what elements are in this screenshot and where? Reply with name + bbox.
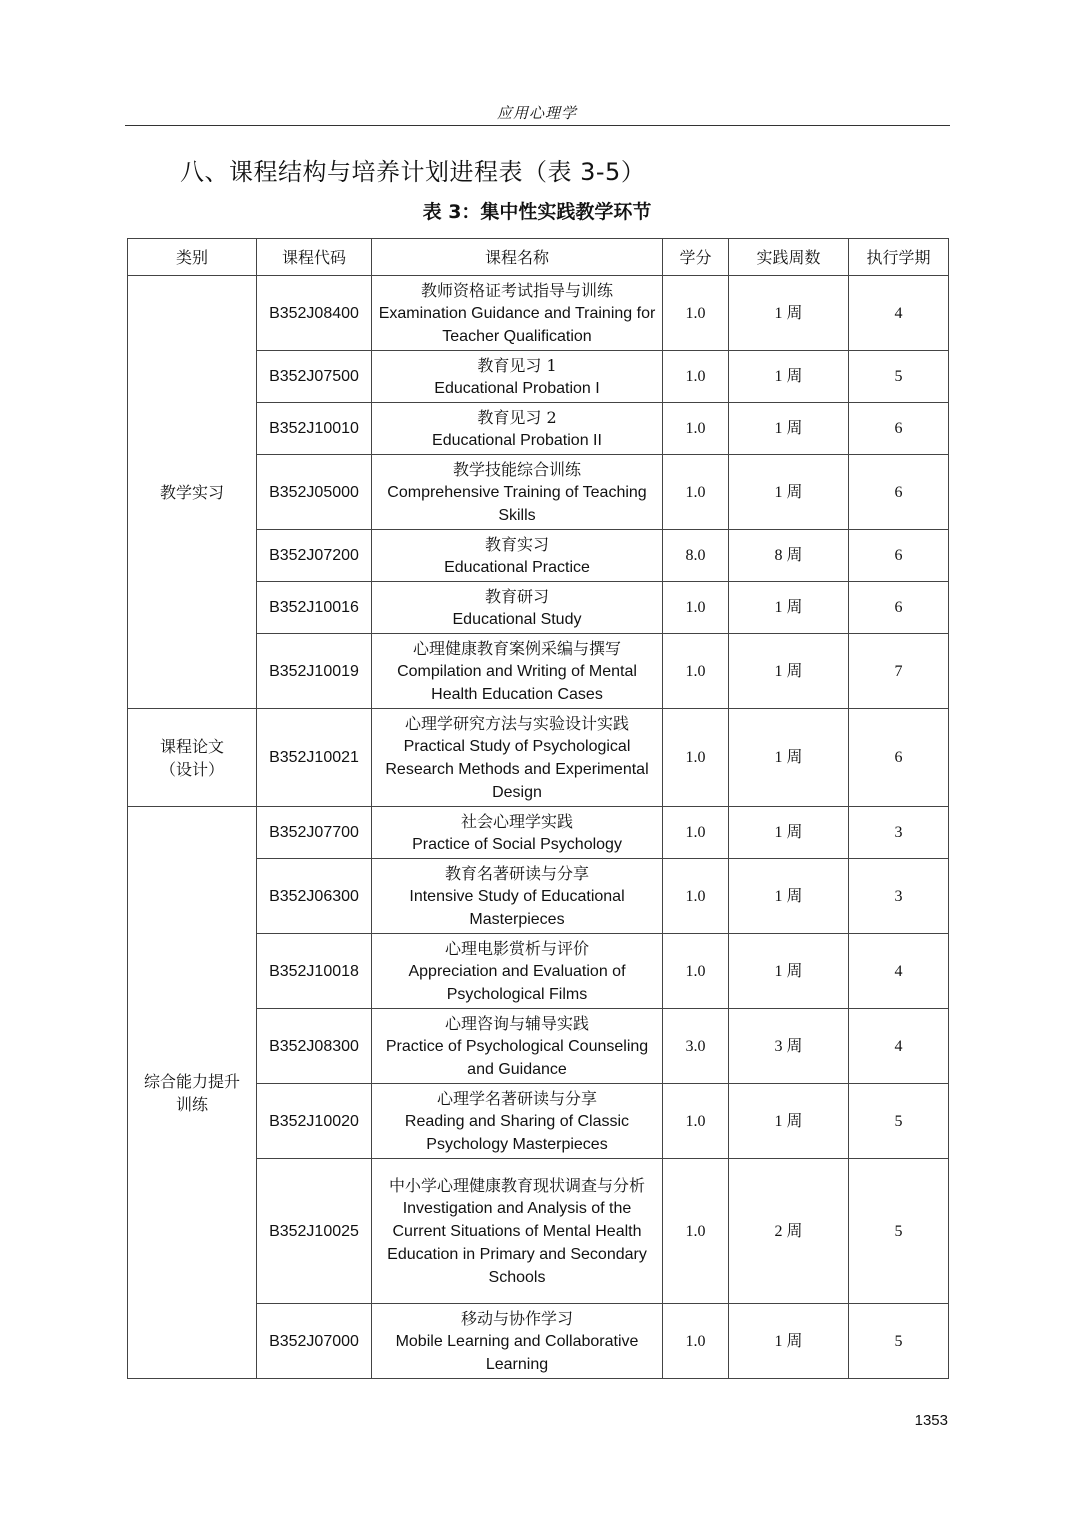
course-name-cell — [372, 1009, 663, 1084]
semester-cell: 6 — [849, 582, 949, 634]
category-cell — [128, 276, 257, 709]
course-name-cell — [372, 1084, 663, 1159]
course-code-cell: B352J10025 — [257, 1159, 372, 1304]
course-name-cell — [372, 455, 663, 530]
credits-cell: 1.0 — [663, 1304, 729, 1379]
semester-cell: 3 — [849, 859, 949, 934]
category-label-line2: （设计） — [159, 759, 224, 779]
course-name-english: Practice of Social Psychology — [412, 835, 622, 853]
course-name-english: Examination Guidance and Training for Teacher Qualification — [378, 304, 656, 345]
credits-cell: 1.0 — [663, 455, 729, 530]
course-name-english: Practice of Psychological Counseling and Guidance — [385, 1037, 649, 1078]
table-body — [128, 276, 949, 1379]
category-cell — [128, 709, 257, 807]
header-practice-weeks: 实践周数 — [729, 239, 849, 276]
semester-cell: 5 — [849, 1159, 949, 1304]
credits-cell: 1.0 — [663, 1084, 729, 1159]
course-name-english: Educational Practice — [444, 558, 590, 576]
course-name-cell — [372, 276, 663, 351]
course-code-cell: B352J08400 — [257, 276, 372, 351]
course-name-cell — [372, 1304, 663, 1379]
course-code-cell: B352J07700 — [257, 807, 372, 859]
table-row — [128, 709, 949, 807]
semester-cell: 6 — [849, 455, 949, 530]
course-name-chinese: 教育名著研读与分享 — [444, 863, 589, 883]
practice-weeks-cell: 1 周 — [729, 1084, 849, 1159]
practice-weeks-cell: 1 周 — [729, 934, 849, 1009]
course-name-chinese: 中小学心理健康教育现状调查与分析 — [388, 1175, 645, 1195]
course-name-chinese: 心理咨询与辅导实践 — [444, 1013, 589, 1033]
course-name-chinese: 心理学研究方法与实验设计实践 — [404, 713, 629, 733]
course-name-chinese: 教育研习 — [484, 586, 549, 606]
table-header-row — [128, 239, 949, 276]
header-course-code: 课程代码 — [257, 239, 372, 276]
course-name-chinese: 心理健康教育案例采编与撰写 — [412, 638, 621, 658]
credits-cell: 1.0 — [663, 859, 729, 934]
credits-cell: 1.0 — [663, 403, 729, 455]
semester-cell: 5 — [849, 351, 949, 403]
course-code-cell: B352J07500 — [257, 351, 372, 403]
header-credits: 学分 — [663, 239, 729, 276]
practice-weeks-cell: 1 周 — [729, 807, 849, 859]
table-caption: 表 3：集中性实践教学环节 — [422, 201, 652, 223]
course-name-english: Comprehensive Training of Teaching Skills — [387, 483, 647, 524]
course-name-chinese: 教育实习 — [484, 534, 549, 554]
course-name-english: Practical Study of Psychological Research Methods and Experimental Design — [385, 737, 649, 801]
credits-cell: 3.0 — [663, 1009, 729, 1084]
course-code-cell: B352J10018 — [257, 934, 372, 1009]
semester-cell: 6 — [849, 709, 949, 807]
course-code-cell: B352J07000 — [257, 1304, 372, 1379]
table-row — [128, 807, 949, 859]
semester-cell: 4 — [849, 934, 949, 1009]
table-row — [128, 276, 949, 351]
credits-cell: 1.0 — [663, 351, 729, 403]
semester-cell: 4 — [849, 1009, 949, 1084]
course-name-cell — [372, 934, 663, 1009]
course-name-chinese: 社会心理学实践 — [460, 811, 573, 831]
practice-weeks-cell: 1 周 — [729, 859, 849, 934]
course-name-english: Educational Probation I — [434, 379, 600, 397]
course-name-english: Educational Study — [452, 610, 582, 628]
semester-cell: 5 — [849, 1084, 949, 1159]
practice-weeks-cell: 1 周 — [729, 403, 849, 455]
course-name-cell — [372, 859, 663, 934]
running-header: 应用心理学 — [496, 104, 577, 122]
course-name-chinese: 教师资格证考试指导与训练 — [420, 280, 613, 300]
course-name-cell — [372, 403, 663, 455]
practice-weeks-cell: 1 周 — [729, 634, 849, 709]
practice-weeks-cell: 1 周 — [729, 351, 849, 403]
semester-cell: 7 — [849, 634, 949, 709]
course-name-cell — [372, 582, 663, 634]
course-code-cell: B352J10019 — [257, 634, 372, 709]
credits-cell: 1.0 — [663, 582, 729, 634]
category-cell — [128, 807, 257, 1379]
header-semester: 执行学期 — [849, 239, 949, 276]
credits-cell: 1.0 — [663, 634, 729, 709]
course-name-english: Educational Probation II — [432, 431, 602, 449]
semester-cell: 6 — [849, 403, 949, 455]
practice-weeks-cell: 3 周 — [729, 1009, 849, 1084]
course-name-cell — [372, 1159, 663, 1304]
course-code-cell: B352J06300 — [257, 859, 372, 934]
practice-weeks-cell: 8 周 — [729, 530, 849, 582]
course-name-chinese: 教学技能综合训练 — [452, 459, 581, 479]
practice-weeks-cell: 1 周 — [729, 709, 849, 807]
course-code-cell: B352J10010 — [257, 403, 372, 455]
course-code-cell: B352J10021 — [257, 709, 372, 807]
semester-cell: 5 — [849, 1304, 949, 1379]
semester-cell: 3 — [849, 807, 949, 859]
course-name-cell — [372, 530, 663, 582]
section-heading: 八、课程结构与培养计划进程表（表 3-5） — [180, 158, 646, 186]
category-label-line1: 综合能力提升 — [143, 1071, 240, 1091]
semester-cell: 4 — [849, 276, 949, 351]
credits-cell: 1.0 — [663, 276, 729, 351]
course-name-english: Investigation and Analysis of the Current Situations of Mental Health Education in Primary and Secondary Schools — [387, 1199, 647, 1286]
practice-course-table — [127, 238, 949, 1379]
credits-cell: 1.0 — [663, 1159, 729, 1304]
course-name-chinese: 心理电影赏析与评价 — [444, 938, 589, 958]
credits-cell: 8.0 — [663, 530, 729, 582]
course-name-english: Reading and Sharing of Classic Psychology Masterpieces — [404, 1112, 630, 1153]
course-code-cell: B352J05000 — [257, 455, 372, 530]
course-name-english: Appreciation and Evaluation of Psychological Films — [408, 962, 626, 1003]
header-category: 类别 — [128, 239, 257, 276]
practice-weeks-cell: 2 周 — [729, 1159, 849, 1304]
header-course-name: 课程名称 — [372, 239, 663, 276]
course-code-cell: B352J08300 — [257, 1009, 372, 1084]
header-rule — [125, 125, 950, 126]
course-name-cell — [372, 351, 663, 403]
course-name-chinese: 教育见习 2 — [477, 407, 557, 427]
course-name-english: Mobile Learning and Collaborative Learning — [395, 1332, 639, 1373]
semester-cell: 6 — [849, 530, 949, 582]
course-name-chinese: 教育见习 1 — [477, 355, 557, 375]
course-name-chinese: 心理学名著研读与分享 — [436, 1088, 597, 1108]
credits-cell: 1.0 — [663, 934, 729, 1009]
category-label-line2: 训练 — [175, 1094, 208, 1114]
course-name-chinese: 移动与协作学习 — [460, 1308, 573, 1328]
course-name-cell — [372, 634, 663, 709]
practice-weeks-cell: 1 周 — [729, 276, 849, 351]
page-number: 1353 — [914, 1412, 948, 1429]
category-label-line1: 课程论文 — [159, 736, 224, 756]
credits-cell: 1.0 — [663, 709, 729, 807]
practice-weeks-cell: 1 周 — [729, 1304, 849, 1379]
course-code-cell: B352J10020 — [257, 1084, 372, 1159]
practice-weeks-cell: 1 周 — [729, 582, 849, 634]
category-label: 教学实习 — [159, 482, 224, 502]
course-name-cell — [372, 709, 663, 807]
practice-weeks-cell: 1 周 — [729, 455, 849, 530]
credits-cell: 1.0 — [663, 807, 729, 859]
course-name-english: Compilation and Writing of Mental Health Education Cases — [397, 662, 637, 703]
course-name-cell — [372, 807, 663, 859]
course-name-english: Intensive Study of Educational Masterpieces — [409, 887, 625, 928]
course-code-cell: B352J07200 — [257, 530, 372, 582]
course-code-cell: B352J10016 — [257, 582, 372, 634]
